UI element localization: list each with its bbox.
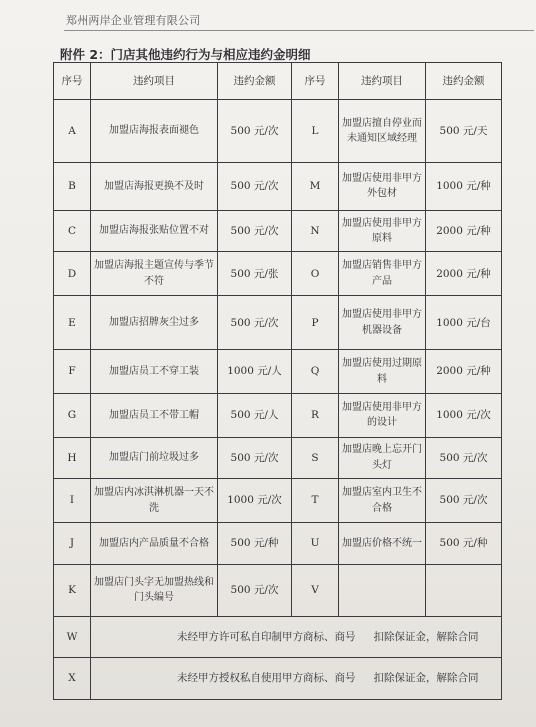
- row-code-left: F: [54, 350, 91, 394]
- header-amount-left: 违约金额: [218, 63, 292, 100]
- row-amount-left: 500 元/种: [218, 522, 292, 564]
- wide-penalty-text: 扣除保证金，解除合同: [373, 630, 479, 643]
- row-code-right: O: [292, 252, 339, 296]
- row-code-left: A: [54, 100, 91, 162]
- violation-table: [53, 62, 502, 700]
- row-code-right: T: [292, 479, 339, 523]
- row-item-left: 加盟店内产品质量不合格: [91, 522, 218, 564]
- row-code-right: R: [292, 393, 339, 437]
- row-code-wide: W: [54, 616, 91, 658]
- table-row-wide: [54, 658, 502, 700]
- document-title: 附件 2：门店其他违约行为与相应违约金明细: [60, 47, 311, 62]
- header-amount-right: 违约金额: [426, 63, 502, 100]
- row-item-right: 加盟店使用过期原料: [339, 350, 426, 394]
- row-item-right: 加盟店擅自停业而未通知区域经理: [339, 100, 426, 162]
- row-code-left: E: [54, 296, 91, 350]
- row-code-wide: X: [54, 658, 91, 700]
- row-amount-right: 500 元/次: [426, 479, 502, 523]
- row-code-left: K: [54, 564, 91, 616]
- row-item-left: 加盟店员工不穿工装: [91, 350, 218, 394]
- table-row: [54, 162, 502, 210]
- row-item-right: 加盟店使用非甲方机器设备: [339, 296, 426, 350]
- row-code-right: V: [292, 564, 339, 616]
- row-amount-right: 1000 元/台: [426, 296, 502, 350]
- row-amount-left: 500 元/次: [218, 162, 292, 210]
- table-row: [54, 437, 502, 479]
- row-item-left: 加盟店海报张贴位置不对: [91, 210, 218, 252]
- table-row: [54, 100, 502, 162]
- header-divider: [64, 30, 534, 31]
- table-row: [54, 393, 502, 437]
- row-amount-left: 500 元/张: [218, 252, 292, 296]
- wide-item-text: 未经甲方许可私自印制甲方商标、商号: [177, 630, 356, 643]
- row-amount-right: 500 元/种: [426, 522, 502, 564]
- row-code-right: P: [292, 296, 339, 350]
- header-item-right: 违约项目: [339, 63, 426, 100]
- row-item-right: 加盟店使用非甲方的设计: [339, 393, 426, 437]
- row-code-right: M: [292, 162, 339, 210]
- row-amount-right: 2000 元/种: [426, 210, 502, 252]
- row-code-right: Q: [292, 350, 339, 394]
- company-header: 郑州两岸企业管理有限公司: [66, 14, 201, 27]
- row-item-left: 加盟店内冰淇淋机器一天不洗: [91, 479, 218, 523]
- table-row: [54, 252, 502, 296]
- row-item-left: 加盟店海报主题宣传与季节不符: [91, 252, 218, 296]
- row-amount-right: 500 元/次: [426, 437, 502, 479]
- row-item-left: 加盟店海报更换不及时: [91, 162, 218, 210]
- row-code-left: G: [54, 393, 91, 437]
- table-row-wide: [54, 616, 502, 658]
- row-wide-content: [91, 616, 502, 658]
- row-amount-right: 500 元/天: [426, 100, 502, 162]
- row-amount-left: 1000 元/人: [218, 350, 292, 394]
- row-item-left: 加盟店招牌灰尘过多: [91, 296, 218, 350]
- table-row: [54, 479, 502, 523]
- row-wide-content: [91, 658, 502, 700]
- row-amount-left: 500 元/次: [218, 296, 292, 350]
- row-amount-left: 500 元/次: [218, 210, 292, 252]
- wide-item-text: 未经甲方授权私自使用甲方商标、商号: [177, 672, 356, 685]
- row-code-right: L: [292, 100, 339, 162]
- row-item-right: [339, 564, 426, 616]
- row-item-left: 加盟店员工不带工帽: [91, 393, 218, 437]
- row-code-left: D: [54, 252, 91, 296]
- row-item-right: 加盟店使用非甲方原料: [339, 210, 426, 252]
- row-amount-right: 1000 元/种: [426, 162, 502, 210]
- row-code-left: H: [54, 437, 91, 479]
- row-item-right: 加盟店晚上忘开门头灯: [339, 437, 426, 479]
- table-row: [54, 296, 502, 350]
- row-amount-left: 500 元/人: [218, 393, 292, 437]
- row-code-left: B: [54, 162, 91, 210]
- row-amount-left: 500 元/次: [218, 564, 292, 616]
- row-item-right: 加盟店室内卫生不合格: [339, 479, 426, 523]
- row-code-right: U: [292, 522, 339, 564]
- row-amount-right: 1000 元/次: [426, 393, 502, 437]
- row-amount-right: [426, 564, 502, 616]
- row-item-right: 加盟店价格不统一: [339, 522, 426, 564]
- row-item-left: 加盟店门头字无加盟热线和门头编号: [91, 564, 218, 616]
- header-no-right: 序号: [292, 63, 339, 100]
- wide-penalty-text: 扣除保证金，解除合同: [373, 672, 479, 685]
- row-amount-left: 1000 元/次: [218, 479, 292, 523]
- row-amount-right: 2000 元/种: [426, 350, 502, 394]
- header-item-left: 违约项目: [91, 63, 218, 100]
- header-no-left: 序号: [54, 63, 91, 100]
- row-item-left: 加盟店门前垃圾过多: [91, 437, 218, 479]
- table-row: [54, 350, 502, 394]
- row-code-left: J: [54, 522, 91, 564]
- row-code-right: S: [292, 437, 339, 479]
- row-item-right: 加盟店使用非甲方外包材: [339, 162, 426, 210]
- row-amount-left: 500 元/次: [218, 100, 292, 162]
- row-code-left: C: [54, 210, 91, 252]
- row-amount-left: 500 元/次: [218, 437, 292, 479]
- table-row: [54, 522, 502, 564]
- row-amount-right: 2000 元/种: [426, 252, 502, 296]
- row-item-left: 加盟店海报表面褪色: [91, 100, 218, 162]
- table-row: [54, 564, 502, 616]
- header-row: [54, 63, 502, 100]
- row-code-left: I: [54, 479, 91, 523]
- row-code-right: N: [292, 210, 339, 252]
- table-row: [54, 210, 502, 252]
- row-item-right: 加盟店销售非甲方产品: [339, 252, 426, 296]
